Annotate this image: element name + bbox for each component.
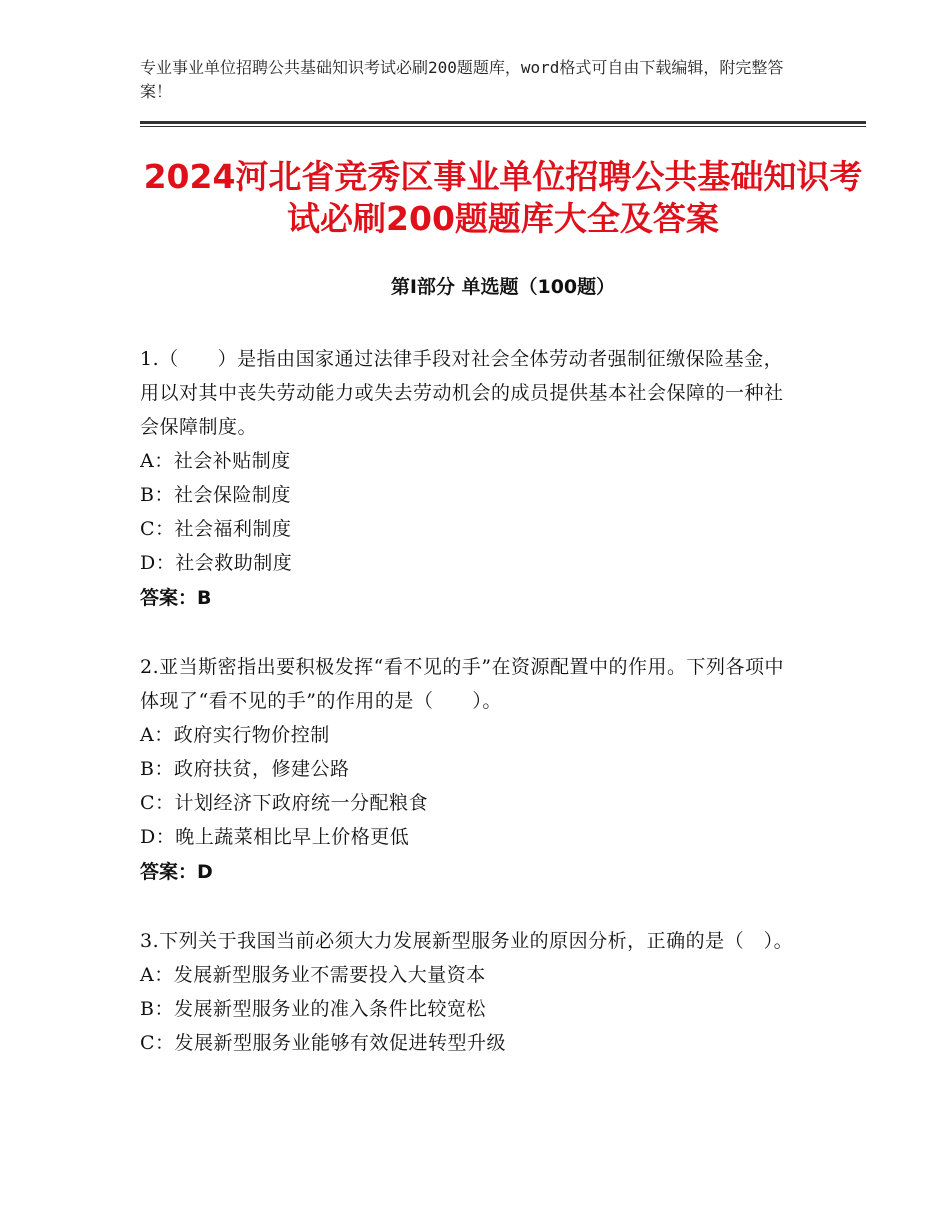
- option-b: B：发展新型服务业的准入条件比较宽松: [140, 998, 486, 1020]
- option-b: B：政府扶贫，修建公路: [140, 758, 350, 780]
- answer-line: 答案：B: [140, 587, 212, 609]
- answer-line: 答案：D: [140, 861, 213, 883]
- header-rule-thin: [140, 126, 866, 127]
- question-stem: 3.下列关于我国当前必须大力发展新型服务业的原因分析，正确的是（ ）。: [140, 930, 794, 952]
- question-list: [140, 342, 800, 1094]
- option-c: C：计划经济下政府统一分配粮食: [140, 792, 429, 814]
- option-c: C：社会福利制度: [140, 518, 292, 540]
- question-2: [140, 650, 800, 890]
- question-stem: 1.（ ）是指由国家通过法律手段对社会全体劳动者强制征缴保险基金，用以对其中丧失劳动能力或失去劳动机会的成员提供基本社会保障的一种社会保障制度。: [140, 348, 784, 438]
- question-3: [140, 924, 800, 1060]
- option-d: D：晚上蔬菜相比早上价格更低: [140, 826, 410, 848]
- document-title: 2024河北省竞秀区事业单位招聘公共基础知识考试必刷200题题库大全及答案: [143, 157, 863, 238]
- option-a: A：社会补贴制度: [140, 450, 291, 472]
- option-d: D：社会救助制度: [140, 552, 293, 574]
- section-title: 第Ⅰ部分 单选题（100题）: [390, 276, 616, 298]
- option-a: A：政府实行物价控制: [140, 724, 330, 746]
- option-c: C：发展新型服务业能够有效促进转型升级: [140, 1032, 507, 1054]
- question-1: [140, 342, 800, 616]
- question-stem: 2.亚当斯密指出要积极发挥“看不见的手”在资源配置中的作用。下列各项中体现了“看不见的手”的作用的是（ ）。: [140, 656, 785, 712]
- header-note: 专业事业单位招聘公共基础知识考试必刷200题题库，word格式可自由下载编辑，附完整答案！: [140, 58, 784, 101]
- header-rule-thick: [140, 121, 866, 124]
- option-a: A：发展新型服务业不需要投入大量资本: [140, 964, 486, 986]
- option-b: B：社会保险制度: [140, 484, 291, 506]
